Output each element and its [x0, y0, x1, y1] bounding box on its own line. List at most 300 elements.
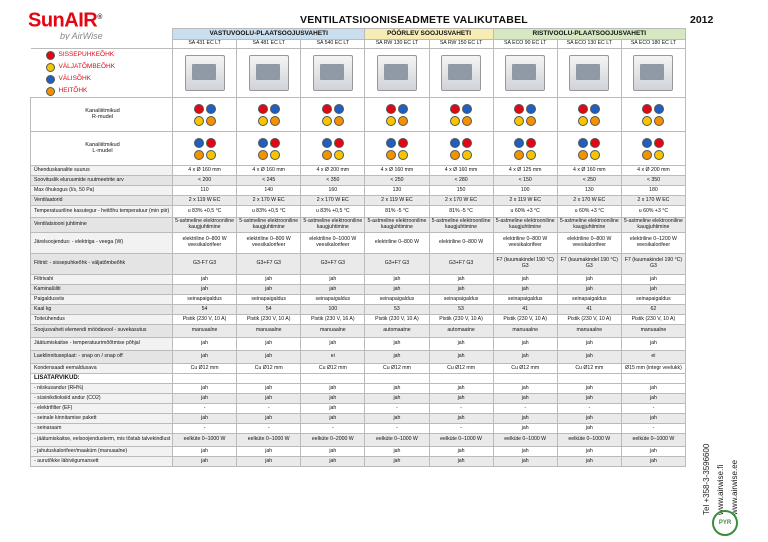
connection-diagram — [320, 138, 346, 160]
table-cell: jah — [365, 447, 429, 457]
table-cell — [173, 374, 237, 384]
table-cell: < 250 — [557, 176, 621, 186]
table-cell: 2 x 170 W EC — [557, 196, 621, 206]
page-year: 2012 — [690, 14, 714, 26]
table-cell: 130 — [557, 186, 621, 196]
unit-image-cell — [301, 49, 365, 98]
table-cell — [429, 374, 493, 384]
table-cell: jah — [493, 285, 557, 295]
table-cell: seinapaigaldus — [365, 295, 429, 305]
table-cell — [557, 374, 621, 384]
table-cell: 2 x 119 W EC — [493, 196, 557, 206]
pyr-badge: PYR — [712, 510, 738, 536]
diagram-label-line: Kanaliiitmikud — [85, 107, 120, 114]
table-cell: elektriline 0–800 W — [365, 233, 429, 254]
table-row — [31, 196, 686, 206]
diagram-cell — [301, 98, 365, 132]
table-cell: jah — [365, 275, 429, 285]
table-cell: jah — [237, 351, 301, 364]
table-cell: - — [429, 424, 493, 434]
legend-dot — [46, 51, 55, 60]
unit-image — [377, 55, 417, 91]
table-cell: G3+F7 G3 — [301, 254, 365, 275]
diagram-cell — [493, 98, 557, 132]
legend-label: VÄLJATÕMBEÕHK — [58, 63, 116, 71]
table-cell: elektriline 0–1000 W veesikalorifeer — [301, 233, 365, 254]
table-cell: 100 — [493, 186, 557, 196]
table-cell: manuaalne — [621, 325, 685, 338]
table-cell: Cu Ø12 mm — [365, 364, 429, 374]
table-cell — [365, 374, 429, 384]
connection-dot — [462, 116, 472, 126]
connection-diagram — [256, 104, 282, 126]
table-cell: jah — [557, 338, 621, 351]
table-cell: eelküte 0–1000 W — [365, 434, 429, 447]
table-cell: jah — [365, 351, 429, 364]
table-cell: Ø15 mm (integr veelukk) — [621, 364, 685, 374]
table-cell: jah — [365, 457, 429, 467]
table-row — [31, 457, 686, 467]
table-cell: jah — [621, 414, 685, 424]
table-cell: 160 — [301, 186, 365, 196]
table-cell: - — [237, 424, 301, 434]
legend-label: SISSEPUHKEÕHK — [58, 51, 115, 59]
legend-label: VÄLISÕHK — [58, 75, 92, 83]
table-cell: 150 — [429, 186, 493, 196]
row-label: Ventilaatorid — [31, 196, 173, 206]
connection-dot — [398, 104, 408, 114]
connection-dot — [578, 104, 588, 114]
connection-diagram — [384, 104, 410, 126]
connection-dot — [578, 138, 588, 148]
table-cell: jah — [621, 338, 685, 351]
diagram-cell — [365, 132, 429, 166]
connection-diagram — [256, 138, 282, 160]
table-row — [31, 254, 686, 275]
unit-image-cell — [237, 49, 301, 98]
table-cell: jah — [365, 338, 429, 351]
table-cell: G3+F7 G3 — [365, 254, 429, 275]
table-cell: 4 x Ø 160 mm — [173, 166, 237, 176]
table-cell: jah — [365, 384, 429, 394]
connection-dot — [270, 104, 280, 114]
table-cell: ei — [621, 351, 685, 364]
connection-dot — [590, 104, 600, 114]
table-cell: < 280 — [429, 176, 493, 186]
table-cell: jah — [173, 394, 237, 404]
table-cell: seinapaigaldus — [493, 295, 557, 305]
table-cell: Pistik (230 V, 10 A) — [493, 315, 557, 325]
connection-dot — [654, 116, 664, 126]
table-cell: seinapaigaldus — [237, 295, 301, 305]
table-cell: 54 — [237, 305, 301, 315]
connection-dot — [514, 138, 524, 148]
table-cell: jah — [365, 285, 429, 295]
connection-dot — [270, 116, 280, 126]
table-row — [31, 233, 686, 254]
table-cell: jah — [237, 447, 301, 457]
connection-dot — [398, 138, 408, 148]
table-cell: jah — [493, 447, 557, 457]
table-cell: jah — [557, 414, 621, 424]
table-cell: G3-F7 G3 — [173, 254, 237, 275]
connection-diagram — [640, 104, 666, 126]
unit-image — [569, 55, 609, 91]
table-cell: jah — [301, 285, 365, 295]
table-cell: 2 x 170 W EC — [237, 196, 301, 206]
table-cell: jah — [493, 338, 557, 351]
table-cell: < 200 — [173, 176, 237, 186]
row-label: Jäätumiskaitse - temperatuurimõõtmise põhjal — [31, 338, 173, 351]
table-cell: 2 x 170 W EC — [429, 196, 493, 206]
connection-dot — [462, 104, 472, 114]
table-cell: jah — [173, 275, 237, 285]
table-cell: jah — [237, 457, 301, 467]
table-cell: 110 — [173, 186, 237, 196]
table-cell: manuaalne — [493, 325, 557, 338]
table-cell: G3+F7 G3 — [429, 254, 493, 275]
diagram-cell — [301, 132, 365, 166]
connection-diagram — [640, 138, 666, 160]
table-row — [31, 206, 686, 218]
table-cell: < 150 — [493, 176, 557, 186]
contact-web-fi: www.airwise.fi — [716, 464, 725, 515]
table-cell: Cu Ø12 mm — [493, 364, 557, 374]
table-cell: < 350 — [301, 176, 365, 186]
table-cell: jah — [557, 424, 621, 434]
table-cell: 2 x 119 W EC — [173, 196, 237, 206]
table-cell: jah — [493, 394, 557, 404]
table-cell: jah — [237, 384, 301, 394]
table-cell: 5-astmeline elektrooniline kaugjuhtimine — [301, 218, 365, 233]
diagram-label-r — [31, 98, 173, 132]
connection-diagram — [448, 104, 474, 126]
connection-dot — [654, 104, 664, 114]
row-label: Ühenduskanalite suurus — [31, 166, 173, 176]
diagram-label-line: Kanaliiitmikud — [85, 141, 120, 148]
table-cell: eelküte 0–2000 W — [301, 434, 365, 447]
table-cell: jah — [429, 457, 493, 467]
table-cell: jah — [429, 351, 493, 364]
connection-dot — [322, 150, 332, 160]
table-cell: Pistik (230 V, 16 A) — [301, 315, 365, 325]
table-cell: - — [429, 404, 493, 414]
table-row — [31, 351, 686, 364]
table-row — [31, 295, 686, 305]
table-cell: G3+F7 G3 — [237, 254, 301, 275]
table-cell: manuaalne — [557, 325, 621, 338]
table-row — [31, 424, 686, 434]
table-row — [31, 434, 686, 447]
table-row — [31, 384, 686, 394]
table-cell: jah — [301, 457, 365, 467]
diagram-cell — [557, 132, 621, 166]
table-cell: jah — [621, 285, 685, 295]
model-name: SA ECO 130 EC LT — [557, 40, 621, 49]
row-label: Kondensaadi eemaldusava — [31, 364, 173, 374]
table-cell: jah — [493, 457, 557, 467]
unit-image-cell — [493, 49, 557, 98]
row-label: - jäätumiskaitse, eelsoojendusterm, mis tõstab talvekindlust — [31, 434, 173, 447]
table-row — [31, 364, 686, 374]
table-cell: jah — [621, 447, 685, 457]
table-cell: jah — [493, 351, 557, 364]
table-cell: - — [301, 424, 365, 434]
row-label: Laeklinnituseplaat: - snap on / snap off — [31, 351, 173, 364]
connection-dot — [642, 116, 652, 126]
connection-dot — [450, 116, 460, 126]
table-cell: jah — [173, 384, 237, 394]
diagram-cell — [429, 98, 493, 132]
table-cell: jah — [429, 338, 493, 351]
unit-image-cell — [429, 49, 493, 98]
row-label: Toiteühendus — [31, 315, 173, 325]
table-cell: - — [621, 424, 685, 434]
connection-dot — [194, 104, 204, 114]
table-cell: F7 (kuumakindel 190 °C) G3 — [493, 254, 557, 275]
row-label: Soojusvaheti elemendi möödavool - suvekasutus — [31, 325, 173, 338]
table-cell: u 60% +3 °C — [557, 206, 621, 218]
table-cell: 54 — [173, 305, 237, 315]
model-blank — [31, 40, 173, 49]
table-cell: 130 — [365, 186, 429, 196]
table-cell: elektriline 0–800 W veesikalorifeer — [237, 233, 301, 254]
model-name: SA RW 130 EC LT — [365, 40, 429, 49]
table-cell: 4 x Ø 160 mm — [365, 166, 429, 176]
table-cell: jah — [429, 275, 493, 285]
table-cell: 5-astmeline elektrooniline kaugjuhtimine — [557, 218, 621, 233]
row-label: Soovituslik eluruumide ruutmeetrite arv — [31, 176, 173, 186]
table-cell: - — [557, 404, 621, 414]
table-cell: manuaalne — [301, 325, 365, 338]
table-cell: - — [173, 424, 237, 434]
connection-dot — [398, 116, 408, 126]
connection-dot — [514, 150, 524, 160]
table-cell: 41 — [493, 305, 557, 315]
connection-dot — [642, 104, 652, 114]
table-cell: Pistik (230 V, 10 A) — [621, 315, 685, 325]
connection-dot — [194, 150, 204, 160]
connection-dot — [578, 116, 588, 126]
legend-item — [46, 85, 172, 97]
diagram-cell — [621, 98, 685, 132]
table-row — [31, 176, 686, 186]
row-label: Paigaldusviis — [31, 295, 173, 305]
table-cell: Cu Ø12 mm — [173, 364, 237, 374]
table-cell: Cu Ø12 mm — [237, 364, 301, 374]
connection-dot — [206, 138, 216, 148]
table-row — [31, 166, 686, 176]
diagram-cell — [493, 132, 557, 166]
table-cell: 53 — [429, 305, 493, 315]
row-label: - seinaraam — [31, 424, 173, 434]
table-cell: 100 — [301, 305, 365, 315]
diagram-cell — [173, 132, 237, 166]
table-cell: eelküte 0–1000 W — [621, 434, 685, 447]
table-cell: jah — [557, 384, 621, 394]
diagram-cell — [621, 132, 685, 166]
table-cell: automaatne — [429, 325, 493, 338]
selection-table — [30, 28, 686, 467]
extras-title: LISATARVIKUD: — [31, 374, 173, 384]
table-cell: 2 x 170 W EC — [621, 196, 685, 206]
table-cell: jah — [301, 394, 365, 404]
connection-dot — [526, 138, 536, 148]
table-cell: 2 x 170 W EC — [301, 196, 365, 206]
table-cell — [493, 374, 557, 384]
connection-diagram — [448, 138, 474, 160]
legend-dot — [46, 63, 55, 72]
connection-dot — [334, 150, 344, 160]
connection-dot — [526, 116, 536, 126]
table-row — [31, 447, 686, 457]
row-label: - süsinikdioksiid andur (CO2) — [31, 394, 173, 404]
table-cell: Cu Ø12 mm — [557, 364, 621, 374]
table-cell: jah — [429, 447, 493, 457]
table-cell: seinapaigaldus — [557, 295, 621, 305]
connection-diagram — [384, 138, 410, 160]
legend-dot — [46, 75, 55, 84]
table-cell: 4 x Ø 160 mm — [237, 166, 301, 176]
connection-diagram — [512, 104, 538, 126]
table-cell: - — [237, 404, 301, 414]
table-cell: 180 — [621, 186, 685, 196]
table-cell: jah — [173, 414, 237, 424]
brand-tagline: by AirWise — [60, 30, 103, 41]
unit-image — [505, 55, 545, 91]
table-cell: u 60% +3 °C — [621, 206, 685, 218]
table-cell: seinapaigaldus — [173, 295, 237, 305]
connection-diagram — [512, 138, 538, 160]
connection-dot — [386, 138, 396, 148]
table-row — [31, 285, 686, 295]
row-label: - niiskusandur (RH%) — [31, 384, 173, 394]
table-cell: u 83% +0,5 °C — [237, 206, 301, 218]
table-cell: jah — [429, 384, 493, 394]
connection-dot — [386, 104, 396, 114]
row-label: - jahutuskalorifeer/maaküm (manuaalne) — [31, 447, 173, 457]
unit-image — [441, 55, 481, 91]
table-cell: F7 (kuumakindel 190 °C) G3 — [621, 254, 685, 275]
table-row — [31, 338, 686, 351]
table-cell: manuaalne — [237, 325, 301, 338]
table-cell: eelküte 0–1000 W — [557, 434, 621, 447]
connection-dot — [322, 104, 332, 114]
row-label: - seinale kinnitamise pakett — [31, 414, 173, 424]
table-cell: 4 x Ø 125 mm — [493, 166, 557, 176]
row-label: Kaminalüliti — [31, 285, 173, 295]
connection-diagram — [576, 138, 602, 160]
model-name: SA ECO 90 EC LT — [493, 40, 557, 49]
connection-dot — [334, 116, 344, 126]
connection-diagram — [192, 138, 218, 160]
table-cell: 5-astmeline elektrooniline kaugjuhtimine — [493, 218, 557, 233]
unit-image-cell — [557, 49, 621, 98]
connection-diagram — [320, 104, 346, 126]
row-label: Filtrid: - sissepuhkeõhk - väljatõmbeõhk — [31, 254, 173, 275]
table-cell: jah — [173, 351, 237, 364]
table-cell: elektriline 0–800 W veesikalorifeer — [173, 233, 237, 254]
table-cell: 62 — [621, 305, 685, 315]
table-cell: Cu Ø12 mm — [429, 364, 493, 374]
unit-image-cell — [365, 49, 429, 98]
table-cell: 41 — [557, 305, 621, 315]
table-cell: 4 x Ø 160 mm — [557, 166, 621, 176]
table-cell: elektriline 0–1200 W veesikalorifeer — [621, 233, 685, 254]
table-cell: seinapaigaldus — [301, 295, 365, 305]
contact-web-ee: www.airwise.ee — [730, 459, 739, 515]
model-name: SA 540 EC LT — [301, 40, 365, 49]
table-row — [31, 315, 686, 325]
connection-dot — [206, 116, 216, 126]
table-cell: u 83% +0,5 °C — [173, 206, 237, 218]
connection-dot — [590, 150, 600, 160]
registered-mark: ® — [97, 14, 102, 21]
table-cell: 5-astmeline elektrooniline kaugjuhtimine — [429, 218, 493, 233]
table-cell: jah — [493, 275, 557, 285]
table-cell: jah — [301, 447, 365, 457]
table-cell: jah — [621, 384, 685, 394]
diagram-cell — [237, 132, 301, 166]
table-cell: Pistik (230 V, 10 A) — [557, 315, 621, 325]
connection-dot — [270, 150, 280, 160]
connection-dot — [194, 116, 204, 126]
table-cell: jah — [621, 394, 685, 404]
legend-label: HEITÕHK — [58, 87, 88, 95]
table-cell: 4 x Ø 160 mm — [429, 166, 493, 176]
unit-image — [249, 55, 289, 91]
table-cell: seinapaigaldus — [429, 295, 493, 305]
table-cell: jah — [621, 275, 685, 285]
table-cell: jah — [237, 285, 301, 295]
table-cell: < 250 — [365, 176, 429, 186]
connection-dot — [526, 150, 536, 160]
table-cell: - — [365, 404, 429, 414]
connection-diagram — [576, 104, 602, 126]
table-cell: ei — [301, 351, 365, 364]
table-cell: eelküte 0–1000 W — [173, 434, 237, 447]
connection-dot — [334, 138, 344, 148]
table-cell: jah — [429, 394, 493, 404]
table-cell: jah — [557, 351, 621, 364]
table-cell: 4 x Ø 200 mm — [621, 166, 685, 176]
connection-dot — [334, 104, 344, 114]
table-cell: - — [493, 404, 557, 414]
connection-dot — [386, 116, 396, 126]
connection-dot — [462, 138, 472, 148]
connection-dot — [526, 104, 536, 114]
connection-dot — [590, 116, 600, 126]
table-cell: jah — [173, 457, 237, 467]
table-cell: Cu Ø12 mm — [301, 364, 365, 374]
table-cell: 5-astmeline elektrooniline kaugjuhtimine — [365, 218, 429, 233]
table-cell: elektriline 0–800 W — [429, 233, 493, 254]
model-name: SA 481 EC LT — [237, 40, 301, 49]
page-title: VENTILATSIOONISEADMETE VALIKUTABEL — [300, 14, 528, 26]
table-cell: jah — [429, 285, 493, 295]
brand-name: SunAIR — [28, 9, 98, 32]
connection-dot — [450, 138, 460, 148]
table-cell — [301, 374, 365, 384]
table-cell: jah — [301, 275, 365, 285]
connection-dot — [258, 116, 268, 126]
table-cell: jah — [301, 384, 365, 394]
table-cell: jah — [557, 285, 621, 295]
table-cell: u 83% +0,5 °C — [301, 206, 365, 218]
connection-dot — [514, 116, 524, 126]
table-cell: manuaalne — [173, 325, 237, 338]
table-row — [31, 414, 686, 424]
